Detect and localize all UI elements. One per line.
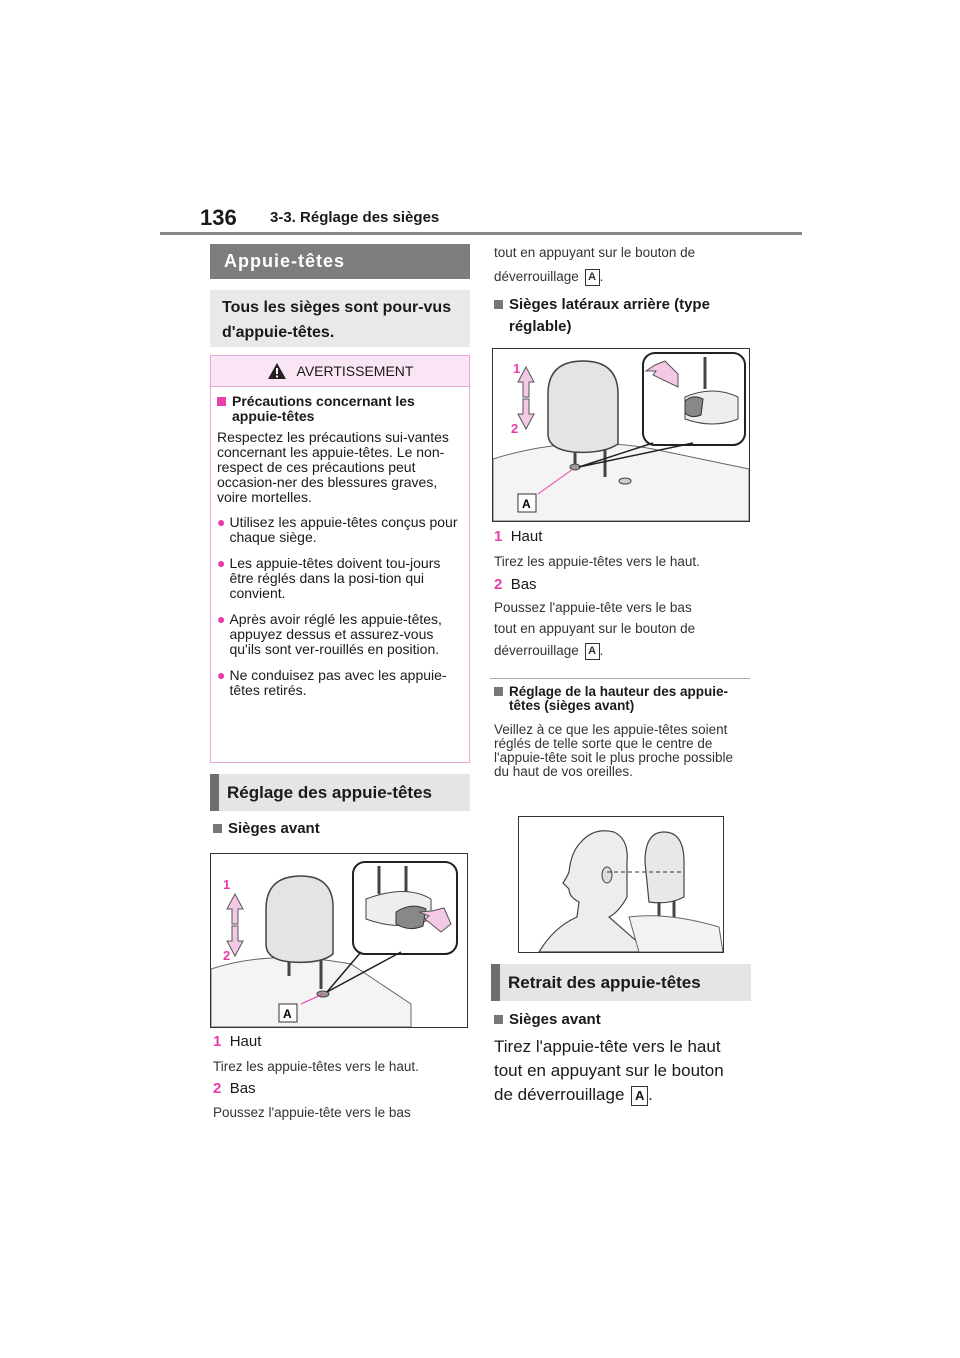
- section-heading-removal: [491, 964, 751, 1001]
- warning-bullet: [217, 612, 463, 657]
- rear-step-2-line-3: déverrouillage A .: [494, 643, 604, 659]
- key-a-icon: A: [585, 269, 600, 286]
- step-number: 1: [213, 1033, 222, 1050]
- bullet-dot-icon: ●: [217, 667, 226, 683]
- section-heading-text: Réglage des appuie-têtes: [227, 783, 433, 802]
- rear-step-2: [494, 576, 537, 593]
- warning-bullet-text: Ne conduisez pas avec les appuie-têtes retirés.: [229, 667, 447, 698]
- rear-step-2-line-2: tout en appuyant sur le bouton de: [494, 621, 696, 636]
- rear-step-1: [494, 528, 542, 545]
- rear-seats-label: [494, 294, 734, 338]
- header-rule: [160, 232, 802, 235]
- warning-subtitle-row: [217, 394, 463, 424]
- intro-box: [210, 290, 470, 347]
- square-bullet-icon: [494, 1015, 503, 1024]
- front-seats-text: Sièges avant: [228, 820, 320, 837]
- warning-header: [211, 356, 469, 387]
- step-2-text: Poussez l'appuie-tête vers le bas: [213, 1105, 411, 1120]
- step-number: 2: [213, 1080, 222, 1097]
- front-seats-label: [213, 820, 320, 837]
- step-number: 2: [494, 576, 503, 593]
- fig-label-1: 1: [223, 877, 231, 892]
- warning-bullet: [217, 668, 463, 698]
- square-bullet-icon: [213, 824, 222, 833]
- rear-seats-text: Sièges latéraux arrière (type réglable): [509, 296, 710, 335]
- step-2: [213, 1080, 256, 1097]
- warning-bullet-text: Après avoir réglé les appuie-têtes, appuyez dessus et assurez-vous qu'ils sont ver-rouillés en position.: [229, 611, 442, 657]
- warning-bullet: [217, 515, 463, 545]
- bullet-dot-icon: ●: [217, 611, 226, 627]
- rear-step-2-line-1: Poussez l'appuie-tête vers le bas: [494, 600, 692, 615]
- warning-subtitle: Précautions concernant les appuie-têtes: [232, 393, 415, 424]
- section-heading-adjust: [210, 774, 470, 811]
- warning-body: Respectez les précautions sui-vantes concernant les appuie-têtes. Le non-respect de ces précautions peut occasion-ner des blessures graves, voire mortelles.: [217, 429, 449, 505]
- removal-line-2: tout en appuyant sur le bouton: [494, 1061, 724, 1080]
- square-bullet-icon: [217, 397, 226, 406]
- height-adjust-title-text: Réglage de la hauteur des appuie-têtes (sièges avant): [509, 684, 729, 713]
- step-title: Bas: [229, 1080, 256, 1097]
- rear-headrest-illustration: [493, 349, 749, 521]
- removal-front-label: [494, 1011, 601, 1028]
- page-number: 136: [200, 205, 237, 230]
- figure-front-headrest: [210, 853, 468, 1028]
- step-title: Bas: [510, 576, 537, 593]
- continued-line-1: tout en appuyant sur le bouton de: [494, 245, 696, 260]
- section-heading-text: Retrait des appuie-têtes: [508, 973, 701, 992]
- section-banner: [210, 244, 470, 279]
- warning-bullet: [217, 556, 463, 601]
- warning-triangle-icon: [267, 362, 287, 380]
- square-bullet-icon: [494, 687, 503, 696]
- removal-text: de déverrouillage: [494, 1085, 625, 1104]
- square-bullet-icon: [494, 300, 503, 309]
- step-title: Haut: [229, 1033, 262, 1050]
- continued-text: déverrouillage: [494, 269, 579, 285]
- banner-title: Appuie-têtes: [224, 251, 346, 271]
- removal-line-3: de déverrouillage A .: [494, 1085, 653, 1104]
- warning-bullets: [217, 515, 463, 698]
- step-number: 1: [494, 528, 503, 545]
- fig-label-a: A: [283, 1007, 292, 1021]
- bullet-dot-icon: ●: [217, 555, 226, 571]
- rear-step-2-text: déverrouillage: [494, 643, 579, 659]
- fig-label-2: 2: [223, 948, 231, 963]
- key-a-icon: A: [631, 1086, 648, 1106]
- fig-label-2: 2: [511, 421, 519, 436]
- removal-front-text: Sièges avant: [509, 1011, 601, 1028]
- step-title: Haut: [510, 528, 543, 545]
- chapter-title: 3-3. Réglage des sièges: [270, 209, 440, 226]
- key-a-icon: A: [585, 643, 600, 660]
- fig-label-1: 1: [513, 361, 521, 376]
- warning-bullet-text: Utilisez les appuie-têtes conçus pour chaque siège.: [229, 514, 458, 545]
- rear-step-1-text: Tirez les appuie-têtes vers le haut.: [494, 554, 700, 569]
- intro-text: Tous les sièges sont pour-vus d'appuie-têtes.: [222, 299, 452, 341]
- height-adjust-text: Veillez à ce que les appuie-têtes soient réglés de telle sorte que le centre de l'appuie-tête soit le plus proche possible du haut de vos oreilles.: [494, 722, 733, 779]
- front-headrest-illustration: [211, 854, 467, 1027]
- warning-box: [210, 355, 470, 763]
- continued-line-2: déverrouillage A .: [494, 269, 604, 285]
- figure-rear-headrest: [492, 348, 750, 522]
- head-profile-illustration: [519, 817, 723, 952]
- warning-title: AVERTISSEMENT: [296, 363, 414, 379]
- fig-label-a: A: [522, 497, 531, 511]
- warning-bullet-text: Les appuie-têtes doivent tou-jours être réglés dans la posi-tion qui convient.: [229, 555, 441, 601]
- figure-head-profile: [518, 816, 724, 953]
- removal-line-1: Tirez l'appuie-tête vers le haut: [494, 1037, 721, 1056]
- step-1-text: Tirez les appuie-têtes vers le haut.: [213, 1059, 419, 1074]
- step-1: [213, 1033, 261, 1050]
- height-adjust-title: [494, 685, 739, 713]
- bullet-dot-icon: ●: [217, 514, 226, 530]
- divider: [490, 678, 750, 679]
